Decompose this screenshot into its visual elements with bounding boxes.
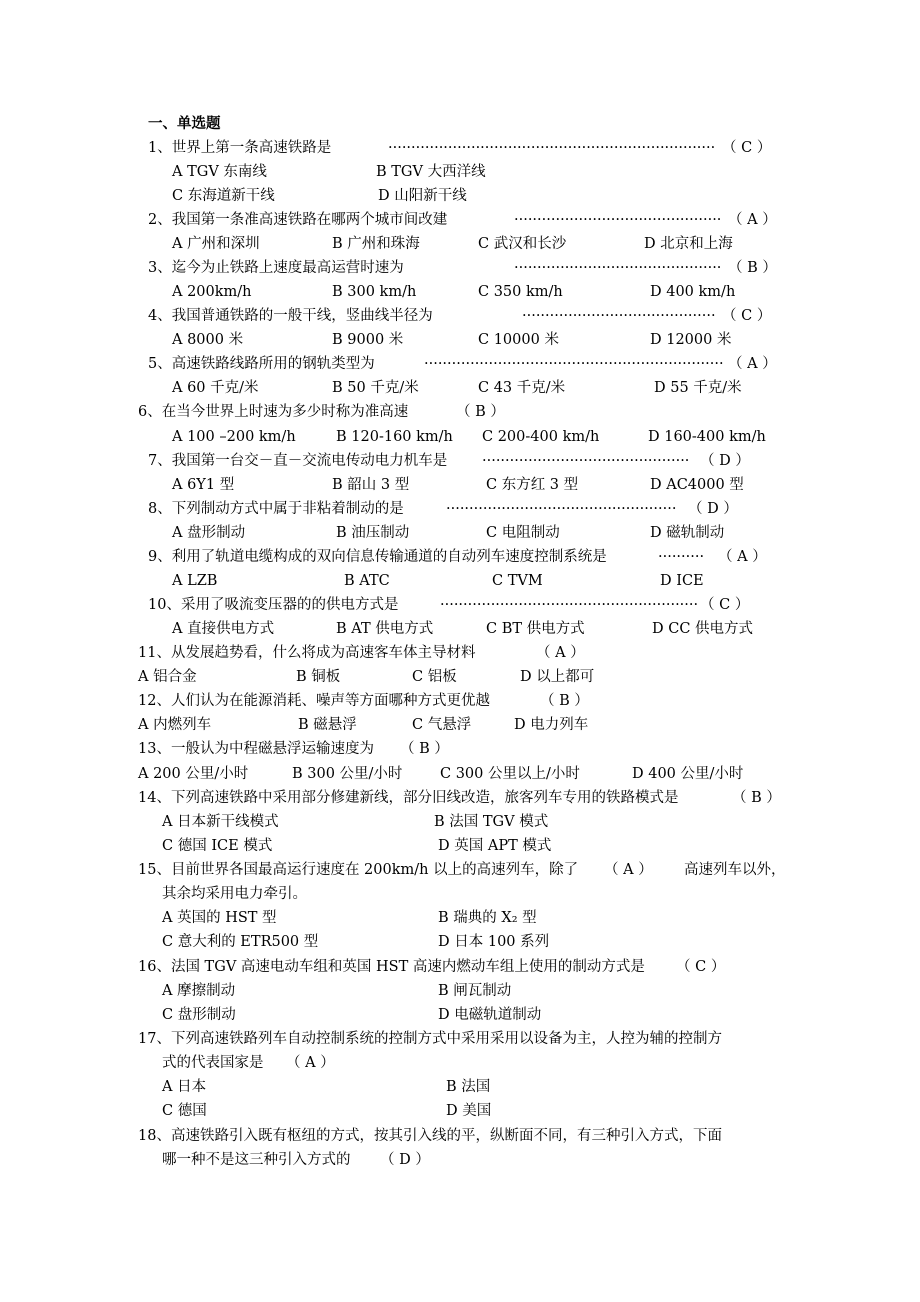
q7-stem: 7、我国第一台交－直－交流电传动电力机车是 — [148, 453, 448, 469]
q13-option-d: D 400 公里/小时 — [632, 766, 744, 782]
q17-stem-line2: 式的代表国家是 — [162, 1055, 264, 1071]
q12-option-d: D 电力列车 — [514, 717, 589, 733]
q2-option-d: D 北京和上海 — [644, 236, 733, 252]
section-title: 一、单选题 — [148, 115, 221, 132]
q14-option-c: C 德国 ICE 模式 — [162, 838, 273, 854]
dotted-leader: ·········· — [658, 549, 705, 565]
q14-option-d: D 英国 APT 模式 — [438, 838, 552, 854]
q1-answer: （ C ） — [722, 140, 772, 156]
q4-option-b: B 9000 米 — [332, 332, 404, 348]
q15-stem-tail: 高速列车以外， — [684, 862, 786, 878]
dotted-leader: ·················································· — [446, 501, 676, 517]
q12-stem: 12、人们认为在能源消耗、噪声等方面哪种方式更优越 — [138, 693, 490, 709]
q9-option-d: D ICE — [660, 573, 704, 589]
q5-option-b: B 50 千克/米 — [332, 380, 419, 396]
q2-option-b: B 广州和珠海 — [332, 236, 420, 252]
q11-stem: 11、从发展趋势看，什么将成为高速客车体主导材料 — [138, 645, 476, 661]
q11-option-c: C 铝板 — [412, 669, 457, 685]
q5-option-a: A 60 千克/米 — [172, 380, 259, 396]
q17-option-d: D 美国 — [446, 1103, 492, 1119]
q4-option-d: D 12000 米 — [650, 332, 732, 348]
q3-answer: （ B ） — [728, 260, 777, 276]
q10-option-a: A 直接供电方式 — [172, 621, 275, 637]
q4-option-c: C 10000 米 — [478, 332, 559, 348]
q10-answer: （ C ） — [700, 597, 750, 613]
dotted-leader: ············································· — [514, 212, 722, 228]
dotted-leader: ······································································· — [388, 140, 716, 156]
q3-option-d: D 400 km/h — [650, 284, 736, 300]
q7-option-d: D AC4000 型 — [650, 477, 744, 493]
q3-option-b: B 300 km/h — [332, 284, 417, 300]
q15-option-d: D 日本 100 系列 — [438, 934, 550, 950]
dotted-leader: ············································· — [514, 260, 722, 276]
q5-option-c: C 43 千克/米 — [478, 380, 566, 396]
q1-option-a: A TGV 东南线 — [172, 164, 267, 180]
q6-answer: （ B ） — [456, 404, 505, 420]
q1-option-c: C 东海道新干线 — [172, 188, 275, 204]
dotted-leader: ································································· — [424, 356, 724, 372]
q3-option-c: C 350 km/h — [478, 284, 563, 300]
q10-stem: 10、采用了吸流变压器的的供电方式是 — [148, 597, 399, 613]
q5-answer: （ A ） — [728, 356, 777, 372]
q9-option-c: C TVM — [492, 573, 543, 589]
q18-stem: 18、高速铁路引入既有枢纽的方式，按其引入线的平，纵断面不同，有三种引入方式，下面 — [138, 1128, 722, 1144]
q12-answer: （ B ） — [540, 693, 589, 709]
q2-option-c: C 武汉和长沙 — [478, 236, 567, 252]
q14-answer: （ B ） — [732, 790, 781, 806]
q13-option-a: A 200 公里/小时 — [138, 766, 249, 782]
q17-stem: 17、下列高速铁路列车自动控制系统的控制方式中采用采用以设备为主，人控为辅的控制方 — [138, 1031, 722, 1047]
q4-answer: （ C ） — [722, 308, 772, 324]
q15-answer: （ A ） — [604, 862, 653, 878]
q15-option-c: C 意大利的 ETR500 型 — [162, 934, 319, 950]
q10-option-d: D CC 供电方式 — [652, 621, 754, 637]
q15-option-a: A 英国的 HST 型 — [162, 910, 277, 926]
q1-option-d: D 山阳新干线 — [378, 188, 467, 204]
q9-option-b: B ATC — [344, 573, 390, 589]
q7-option-b: B 韶山 3 型 — [332, 477, 410, 493]
q16-option-b: B 闸瓦制动 — [438, 983, 512, 999]
q13-option-c: C 300 公里以上/小时 — [440, 766, 580, 782]
q1-option-b: B TGV 大西洋线 — [376, 164, 486, 180]
q5-stem: 5、高速铁路线路所用的钢轨类型为 — [148, 356, 375, 372]
q3-stem: 3、迄今为止铁路上速度最高运营时速为 — [148, 260, 404, 276]
q15-stem: 15、目前世界各国最高运行速度在 200km/h 以上的高速列车，除了 — [138, 862, 579, 878]
q16-stem: 16、法国 TGV 高速电动车组和英国 HST 高速内燃动车组上使用的制动方式是 — [138, 959, 645, 975]
q15-option-b: B 瑞典的 X₂ 型 — [438, 910, 537, 926]
q16-option-c: C 盘形制动 — [162, 1007, 236, 1023]
q17-option-c: C 德国 — [162, 1103, 207, 1119]
q6-option-c: C 200-400 km/h — [482, 429, 600, 445]
q16-option-d: D 电磁轨道制动 — [438, 1007, 542, 1023]
q17-answer: （ A ） — [286, 1055, 335, 1071]
q9-stem: 9、利用了轨道电缆构成的双向信息传输通道的自动列车速度控制系统是 — [148, 549, 607, 565]
q4-stem: 4、我国普通铁路的一般干线，竖曲线半径为 — [148, 308, 433, 324]
q11-option-b: B 铜板 — [296, 669, 341, 685]
q8-answer: （ D ） — [688, 501, 738, 517]
q3-option-a: A 200km/h — [172, 284, 252, 300]
q14-option-b: B 法国 TGV 模式 — [434, 814, 549, 830]
q15-stem-line2: 其余均采用电力牵引。 — [162, 886, 307, 902]
q18-stem-line2: 哪一种不是这三种引入方式的 — [162, 1152, 351, 1168]
q16-option-a: A 摩擦制动 — [162, 983, 236, 999]
dotted-leader: ············································· — [482, 453, 690, 469]
q14-option-a: A 日本新干线模式 — [162, 814, 279, 830]
q12-option-c: C 气悬浮 — [412, 717, 472, 733]
q2-stem: 2、我国第一条准高速铁路在哪两个城市间改建 — [148, 212, 448, 228]
q8-option-a: A 盘形制动 — [172, 525, 246, 541]
q6-option-a: A 100 –200 km/h — [172, 429, 296, 445]
q17-option-a: A 日本 — [162, 1079, 207, 1095]
q6-stem: 6、在当今世界上时速为多少时称为准高速 — [138, 404, 409, 420]
q2-option-a: A 广州和深圳 — [172, 236, 260, 252]
q2-answer: （ A ） — [728, 212, 777, 228]
dotted-leader: ························································ — [440, 597, 698, 613]
q8-option-c: C 电阻制动 — [486, 525, 560, 541]
q11-option-a: A 铝合金 — [138, 669, 197, 685]
q9-option-a: A LZB — [172, 573, 218, 589]
q11-answer: （ A ） — [536, 645, 585, 661]
q13-option-b: B 300 公里/小时 — [292, 766, 403, 782]
q4-option-a: A 8000 米 — [172, 332, 244, 348]
q14-stem: 14、下列高速铁路中采用部分修建新线，部分旧线改造，旅客列车专用的铁路模式是 — [138, 790, 679, 806]
q6-option-b: B 120-160 km/h — [336, 429, 453, 445]
q10-option-c: C BT 供电方式 — [486, 621, 585, 637]
q16-answer: （ C ） — [676, 959, 726, 975]
q13-answer: （ B ） — [400, 741, 449, 757]
q7-option-c: C 东方红 3 型 — [486, 477, 579, 493]
q10-option-b: B AT 供电方式 — [336, 621, 434, 637]
q12-option-a: A 内燃列车 — [138, 717, 212, 733]
q6-option-d: D 160-400 km/h — [648, 429, 766, 445]
q11-option-d: D 以上都可 — [520, 669, 595, 685]
q18-answer: （ D ） — [380, 1152, 430, 1168]
q8-option-b: B 油压制动 — [336, 525, 410, 541]
q12-option-b: B 磁悬浮 — [298, 717, 357, 733]
q1-stem: 1、世界上第一条高速铁路是 — [148, 140, 332, 156]
q8-option-d: D 磁轨制动 — [650, 525, 725, 541]
q13-stem: 13、一般认为中程磁悬浮运输速度为 — [138, 741, 374, 757]
q5-option-d: D 55 千克/米 — [654, 380, 742, 396]
q17-option-b: B 法国 — [446, 1079, 491, 1095]
dotted-leader: ·········································· — [522, 308, 716, 324]
q7-answer: （ D ） — [700, 453, 750, 469]
q9-answer: （ A ） — [718, 549, 767, 565]
q7-option-a: A 6Y1 型 — [172, 477, 235, 493]
q8-stem: 8、下列制动方式中属于非粘着制动的是 — [148, 501, 404, 517]
